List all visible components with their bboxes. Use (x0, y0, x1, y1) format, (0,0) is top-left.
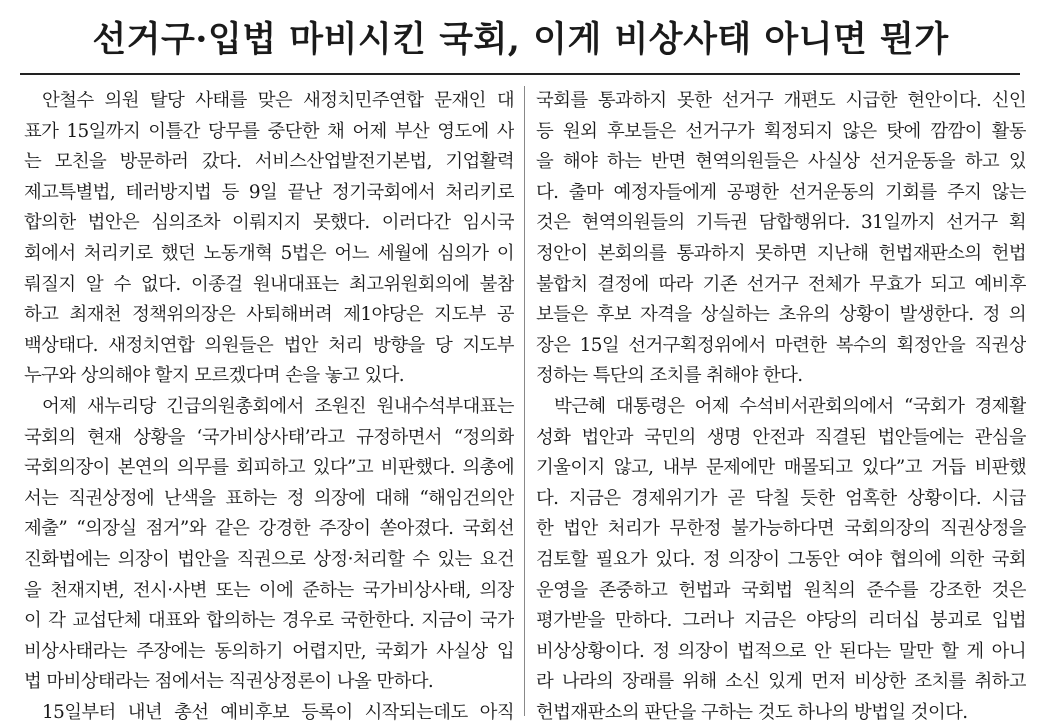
right-column (536, 86, 1026, 728)
body-text-line: 기울이지 않고, 내부 문제에만 매몰되고 있다”고 거듭 비판했 (536, 457, 1026, 479)
body-text-line: 15일부터 내년 총선 예비후보 등록이 시작되는데도 아직 (42, 701, 514, 723)
body-text-line: 는 모친을 방문하러 갔다. 서비스산업발전기본법, 기업활력 (24, 151, 514, 173)
body-text-line: 회에서 처리키로 했던 노동개혁 5법은 어느 세월에 심의가 이 (24, 242, 514, 264)
body-text-line: 한 법안 처리가 무한정 불가능하다면 국회의장의 직권상정을 (536, 518, 1026, 540)
body-text-line: 박근혜 대통령은 어제 수석비서관회의에서 “국회가 경제활 (554, 395, 1026, 417)
body-text-line: 국회의장이 본연의 의무를 회피하고 있다”고 비판했다. 의총에 (24, 457, 514, 479)
body-text-line: 백상태다. 새정치연합 의원들은 법안 처리 방향을 당 지도부 (24, 334, 514, 356)
body-text-line: 국회를 통과하지 못한 선거구 개편도 시급한 현안이다. 신인 (536, 90, 1026, 111)
body-text-line: 국회의 현재 상황을 ‘국가비상사태’라고 규정하면서 “정의화 (24, 426, 514, 448)
headline: 선거구·입법 마비시킨 국회, 이게 비상사태 아니면 뭔가 (92, 19, 949, 60)
body-text-line: 을 천재지변, 전시·사변 또는 이에 준하는 국가비상사태, 의장 (24, 579, 514, 601)
column-divider (524, 86, 525, 716)
body-text-line: 뤄질지 알 수 없다. 이종걸 원내대표는 최고위원회의에 불참 (24, 273, 514, 295)
left-column (24, 86, 514, 728)
body-text-line: 비상상황이다. 정 의장이 법적으로 안 된다는 말만 할 게 아니 (536, 640, 1026, 662)
body-text-line: 보들은 후보 자격을 상실하는 초유의 상황이 발생한다. 정 의 (536, 304, 1026, 326)
body-text-line: 누구와 상의해야 할지 모르겠다며 손을 놓고 있다. (24, 365, 405, 387)
body-text-line: 다. 출마 예정자들에게 공평한 선거운동의 기회를 주지 않는 (536, 181, 1026, 203)
body-text-line: 평가받을 만하다. 그러나 지금은 야당의 리더십 붕괴로 입법 (536, 610, 1026, 632)
body-text-line: 이 각 교섭단체 대표와 합의하는 경우로 국한한다. 지금이 국가 (24, 610, 514, 632)
body-text-line: 운영을 존중하고 헌법과 국회법 원칙의 준수를 강조한 것은 (536, 579, 1026, 601)
body-text-line: 라 나라의 장래를 위해 소신 있게 먼저 비상한 조치를 취하고 (536, 671, 1026, 693)
body-text-line: 검토할 필요가 있다. 정 의장이 그동안 여야 협의에 의한 국회 (536, 548, 1026, 570)
body-text-line: 을 해야 하는 반면 현역의원들은 사실상 선거운동을 하고 있 (536, 151, 1026, 173)
body-text-line: 제출” “의장실 점거”와 같은 강경한 주장이 쏟아졌다. 국회선 (24, 518, 514, 540)
body-text-line: 장은 15일 선거구획정위에서 마련한 복수의 획정안을 직권상 (536, 334, 1026, 356)
headline-rule (20, 73, 1020, 75)
body-text-line: 법 마비상태라는 점에서는 직권상정론이 나올 만하다. (24, 671, 434, 693)
body-text-line: 비상사태라는 주장에는 동의하기 어렵지만, 국회가 사실상 입 (24, 640, 514, 662)
body-text-line: 합의한 법안은 심의조차 이뤄지지 못했다. 이러다간 임시국 (24, 212, 514, 234)
body-text-line: 어제 새누리당 긴급의원총회에서 조원진 원내수석부대표는 (42, 395, 514, 417)
body-text-line: 불합치 결정에 따라 기존 선거구 전체가 무효가 되고 예비후 (536, 273, 1026, 295)
body-text-line: 것은 현역의원들의 기득권 담합행위다. 31일까지 선거구 획 (536, 212, 1026, 234)
body-text-line: 헌법재판소의 판단을 구하는 것도 하나의 방법일 것이다. (536, 701, 968, 723)
body-text-line: 성화 법안과 국민의 생명 안전과 직결된 법안들에는 관심을 (536, 426, 1026, 448)
body-text-line: 다. 지금은 경제위기가 곧 닥칠 듯한 엄혹한 상황이다. 시급 (536, 487, 1026, 509)
body-text-line: 등 원외 후보들은 선거구가 획정되지 않은 탓에 깜깜이 활동 (536, 120, 1026, 142)
body-text-line: 진화법에는 의장이 법안을 직권으로 상정·처리할 수 있는 요건 (24, 548, 514, 570)
body-text-line: 정하는 특단의 조치를 취해야 한다. (536, 365, 803, 387)
body-text-line: 표가 15일까지 이틀간 당무를 중단한 채 어제 부산 영도에 사 (24, 120, 514, 142)
body-text-line: 제고특별법, 테러방지법 등 9일 끝난 정기국회에서 처리키로 (24, 181, 514, 203)
body-text-line: 정안이 본회의를 통과하지 못하면 지난해 헌법재판소의 헌법 (536, 242, 1026, 264)
body-text-line: 안철수 의원 탈당 사태를 맞은 새정치민주연합 문재인 대 (42, 90, 514, 111)
body-text-line: 하고 최재천 정책위의장은 사퇴해버려 제1야당은 지도부 공 (24, 304, 514, 326)
body-text-line: 서는 직권상정에 난색을 표하는 정 의장에 대해 “해임건의안 (24, 487, 514, 509)
